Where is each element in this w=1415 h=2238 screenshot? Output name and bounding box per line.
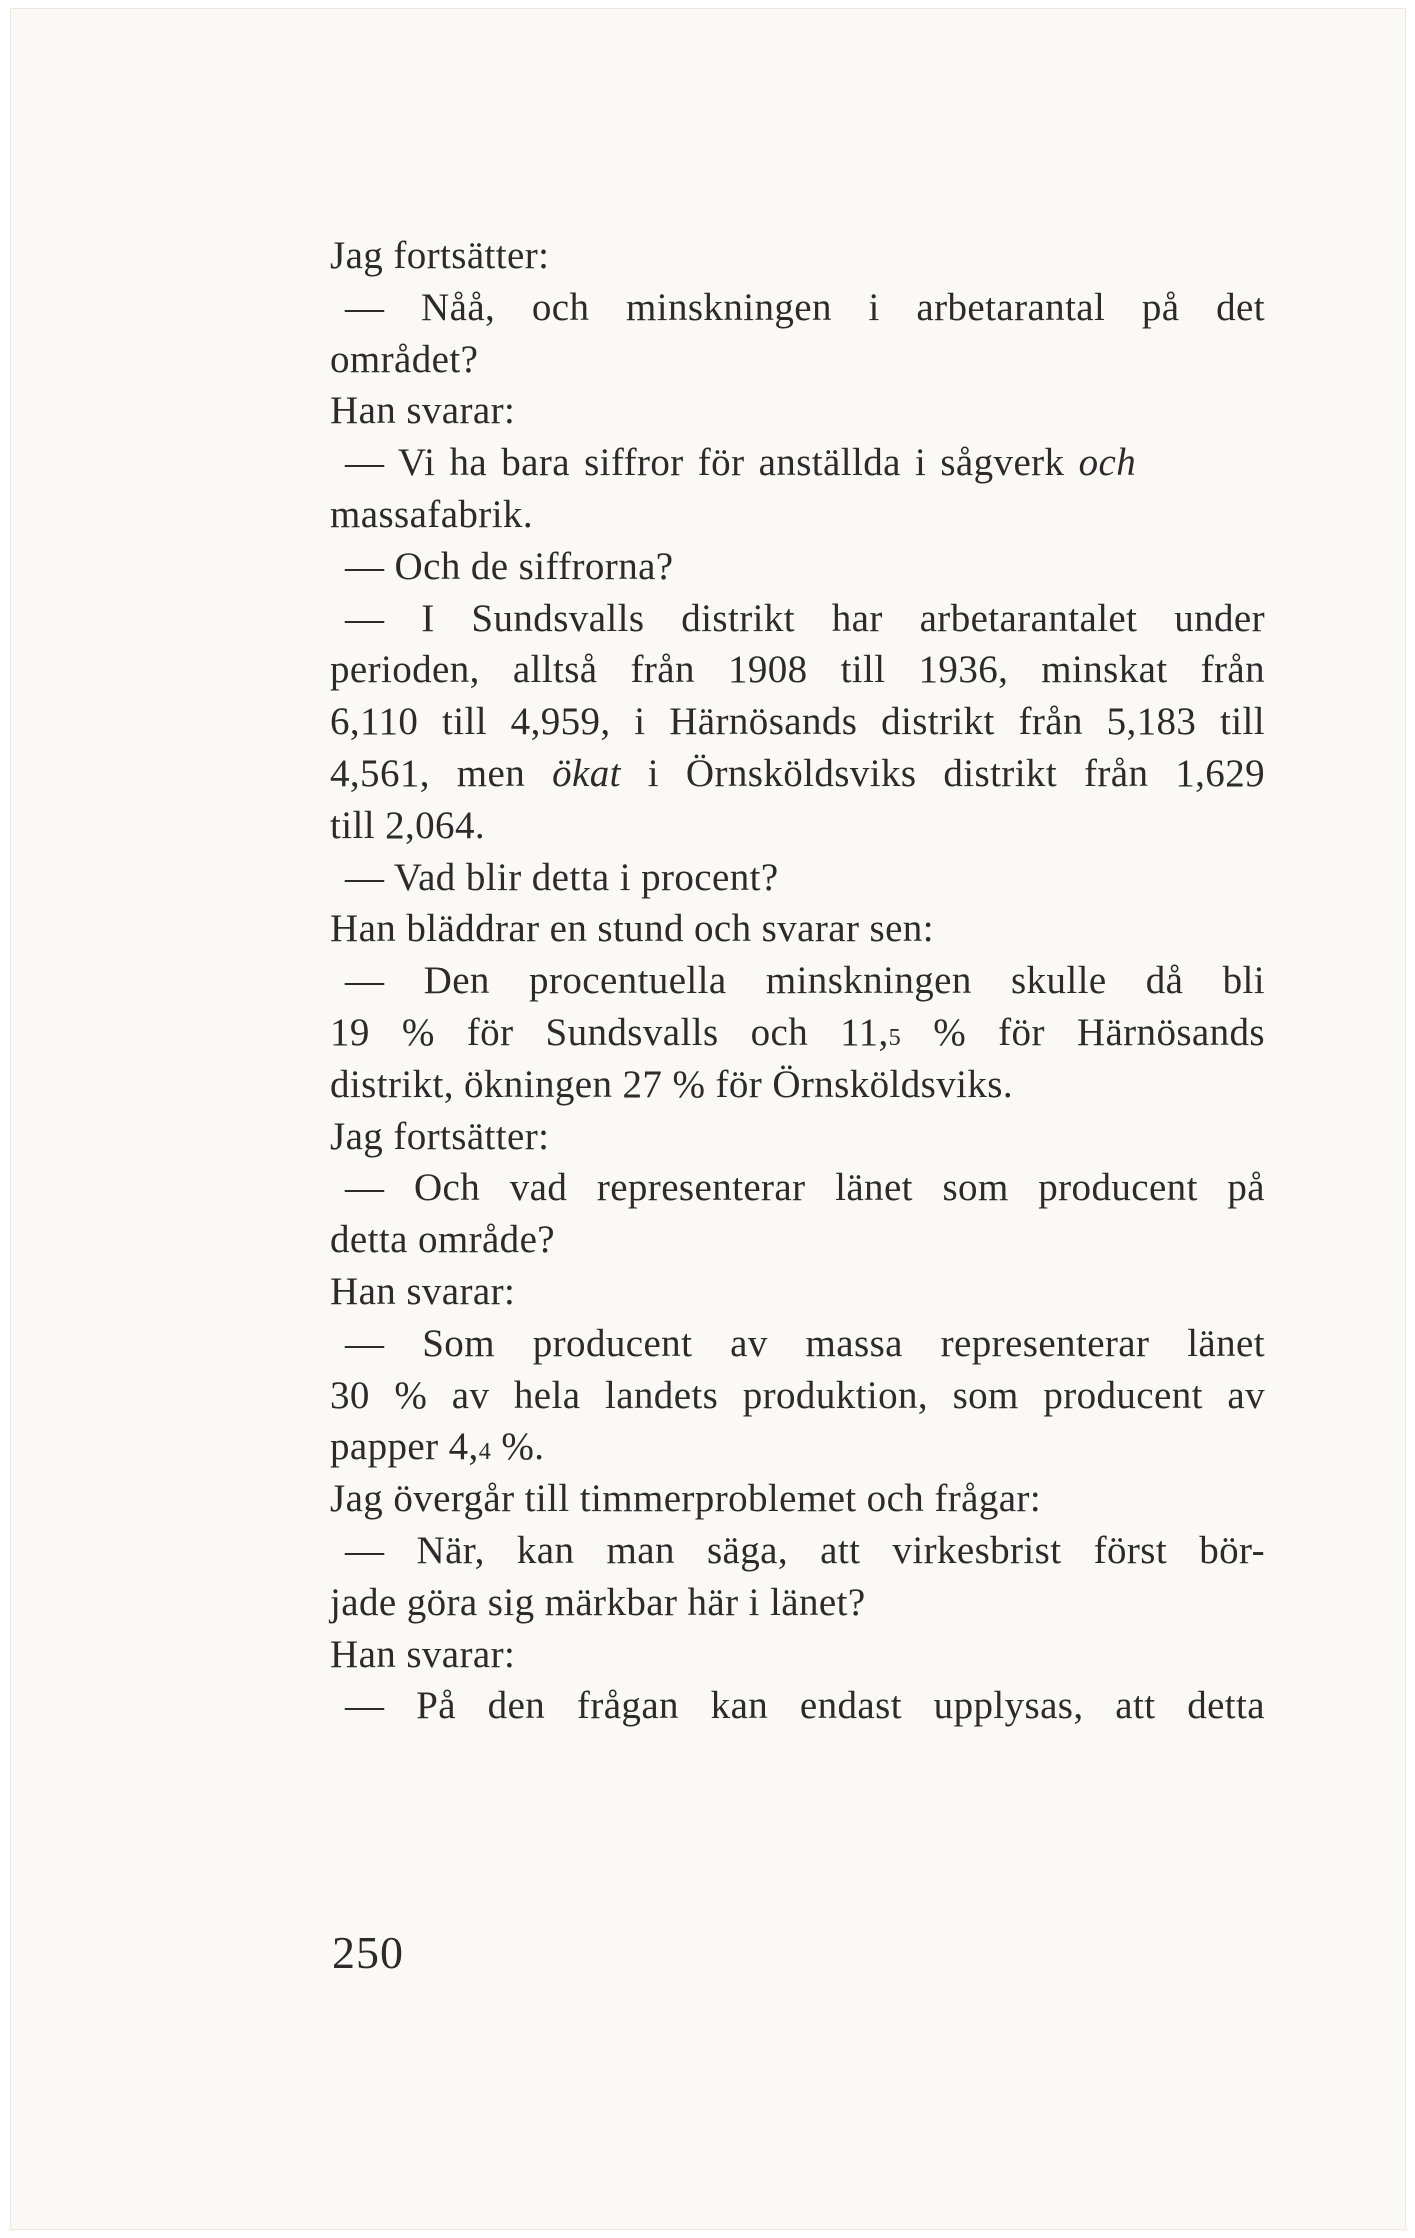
text-line: — Vi ha bara siffror för anställda i sågverk och — [345, 441, 1137, 485]
small-digit: 4 — [478, 1438, 492, 1466]
text-line: jade göra sig märkbar här i länet? — [330, 1580, 866, 1624]
small-digit: 5 — [888, 1023, 902, 1051]
text-line: 6,110 till 4,959, i Härnösands distrikt från 5,183 till — [330, 700, 1265, 744]
text-line: papper 4,4 %. — [330, 1425, 545, 1469]
text-line: — Nåå, och minskningen i arbetarantal på det — [345, 285, 1265, 329]
body-text — [330, 230, 1265, 1732]
text-line: massafabrik. — [330, 492, 533, 536]
text-line: Han svarar: — [330, 389, 516, 433]
text-line: Han bläddrar en stund och svarar sen: — [330, 907, 934, 951]
text-line: — Den procentuella minskningen skulle då bli — [345, 959, 1265, 1003]
text-line: Han svarar: — [330, 1269, 516, 1313]
text-line: Jag fortsätter: — [330, 1114, 550, 1158]
text-line: Han svarar: — [330, 1632, 516, 1676]
text-line: — Vad blir detta i procent? — [345, 855, 779, 899]
text-line: 4,561, men ökat i Örnsköldsviks distrikt från 1,629 — [330, 751, 1266, 795]
text-line: — På den frågan kan endast upplysas, att detta — [345, 1684, 1265, 1728]
italic-word: och — [1078, 441, 1137, 485]
book-page — [10, 8, 1406, 2230]
text-line: — Och vad representerar länet som producent på — [345, 1166, 1265, 1210]
text-line: distrikt, ökningen 27 % för Örnsköldsviks. — [330, 1062, 1014, 1106]
text-line: 30 % av hela landets produktion, som producent av — [330, 1373, 1265, 1417]
text-line: området? — [330, 337, 479, 381]
page-number: 250 — [332, 1927, 404, 1978]
text-line: till 2,064. — [330, 803, 485, 847]
text-line: detta område? — [330, 1218, 555, 1262]
text-line: — I Sundsvalls distrikt har arbetarantalet under — [345, 596, 1265, 640]
text-line: — Och de siffrorna? — [345, 544, 674, 588]
text-line: 19 % för Sundsvalls och 11,5 % för Härnösands — [330, 1010, 1266, 1054]
text-line: — När, kan man säga, att virkesbrist först bör- — [345, 1528, 1265, 1572]
text-line: perioden, alltså från 1908 till 1936, minskat från — [330, 648, 1265, 692]
italic-word: ökat — [552, 751, 621, 795]
text-line: Jag övergår till timmerproblemet och frågar: — [330, 1477, 1042, 1521]
text-line: Jag fortsätter: — [330, 234, 550, 277]
text-line: — Som producent av massa representerar länet — [345, 1321, 1265, 1365]
